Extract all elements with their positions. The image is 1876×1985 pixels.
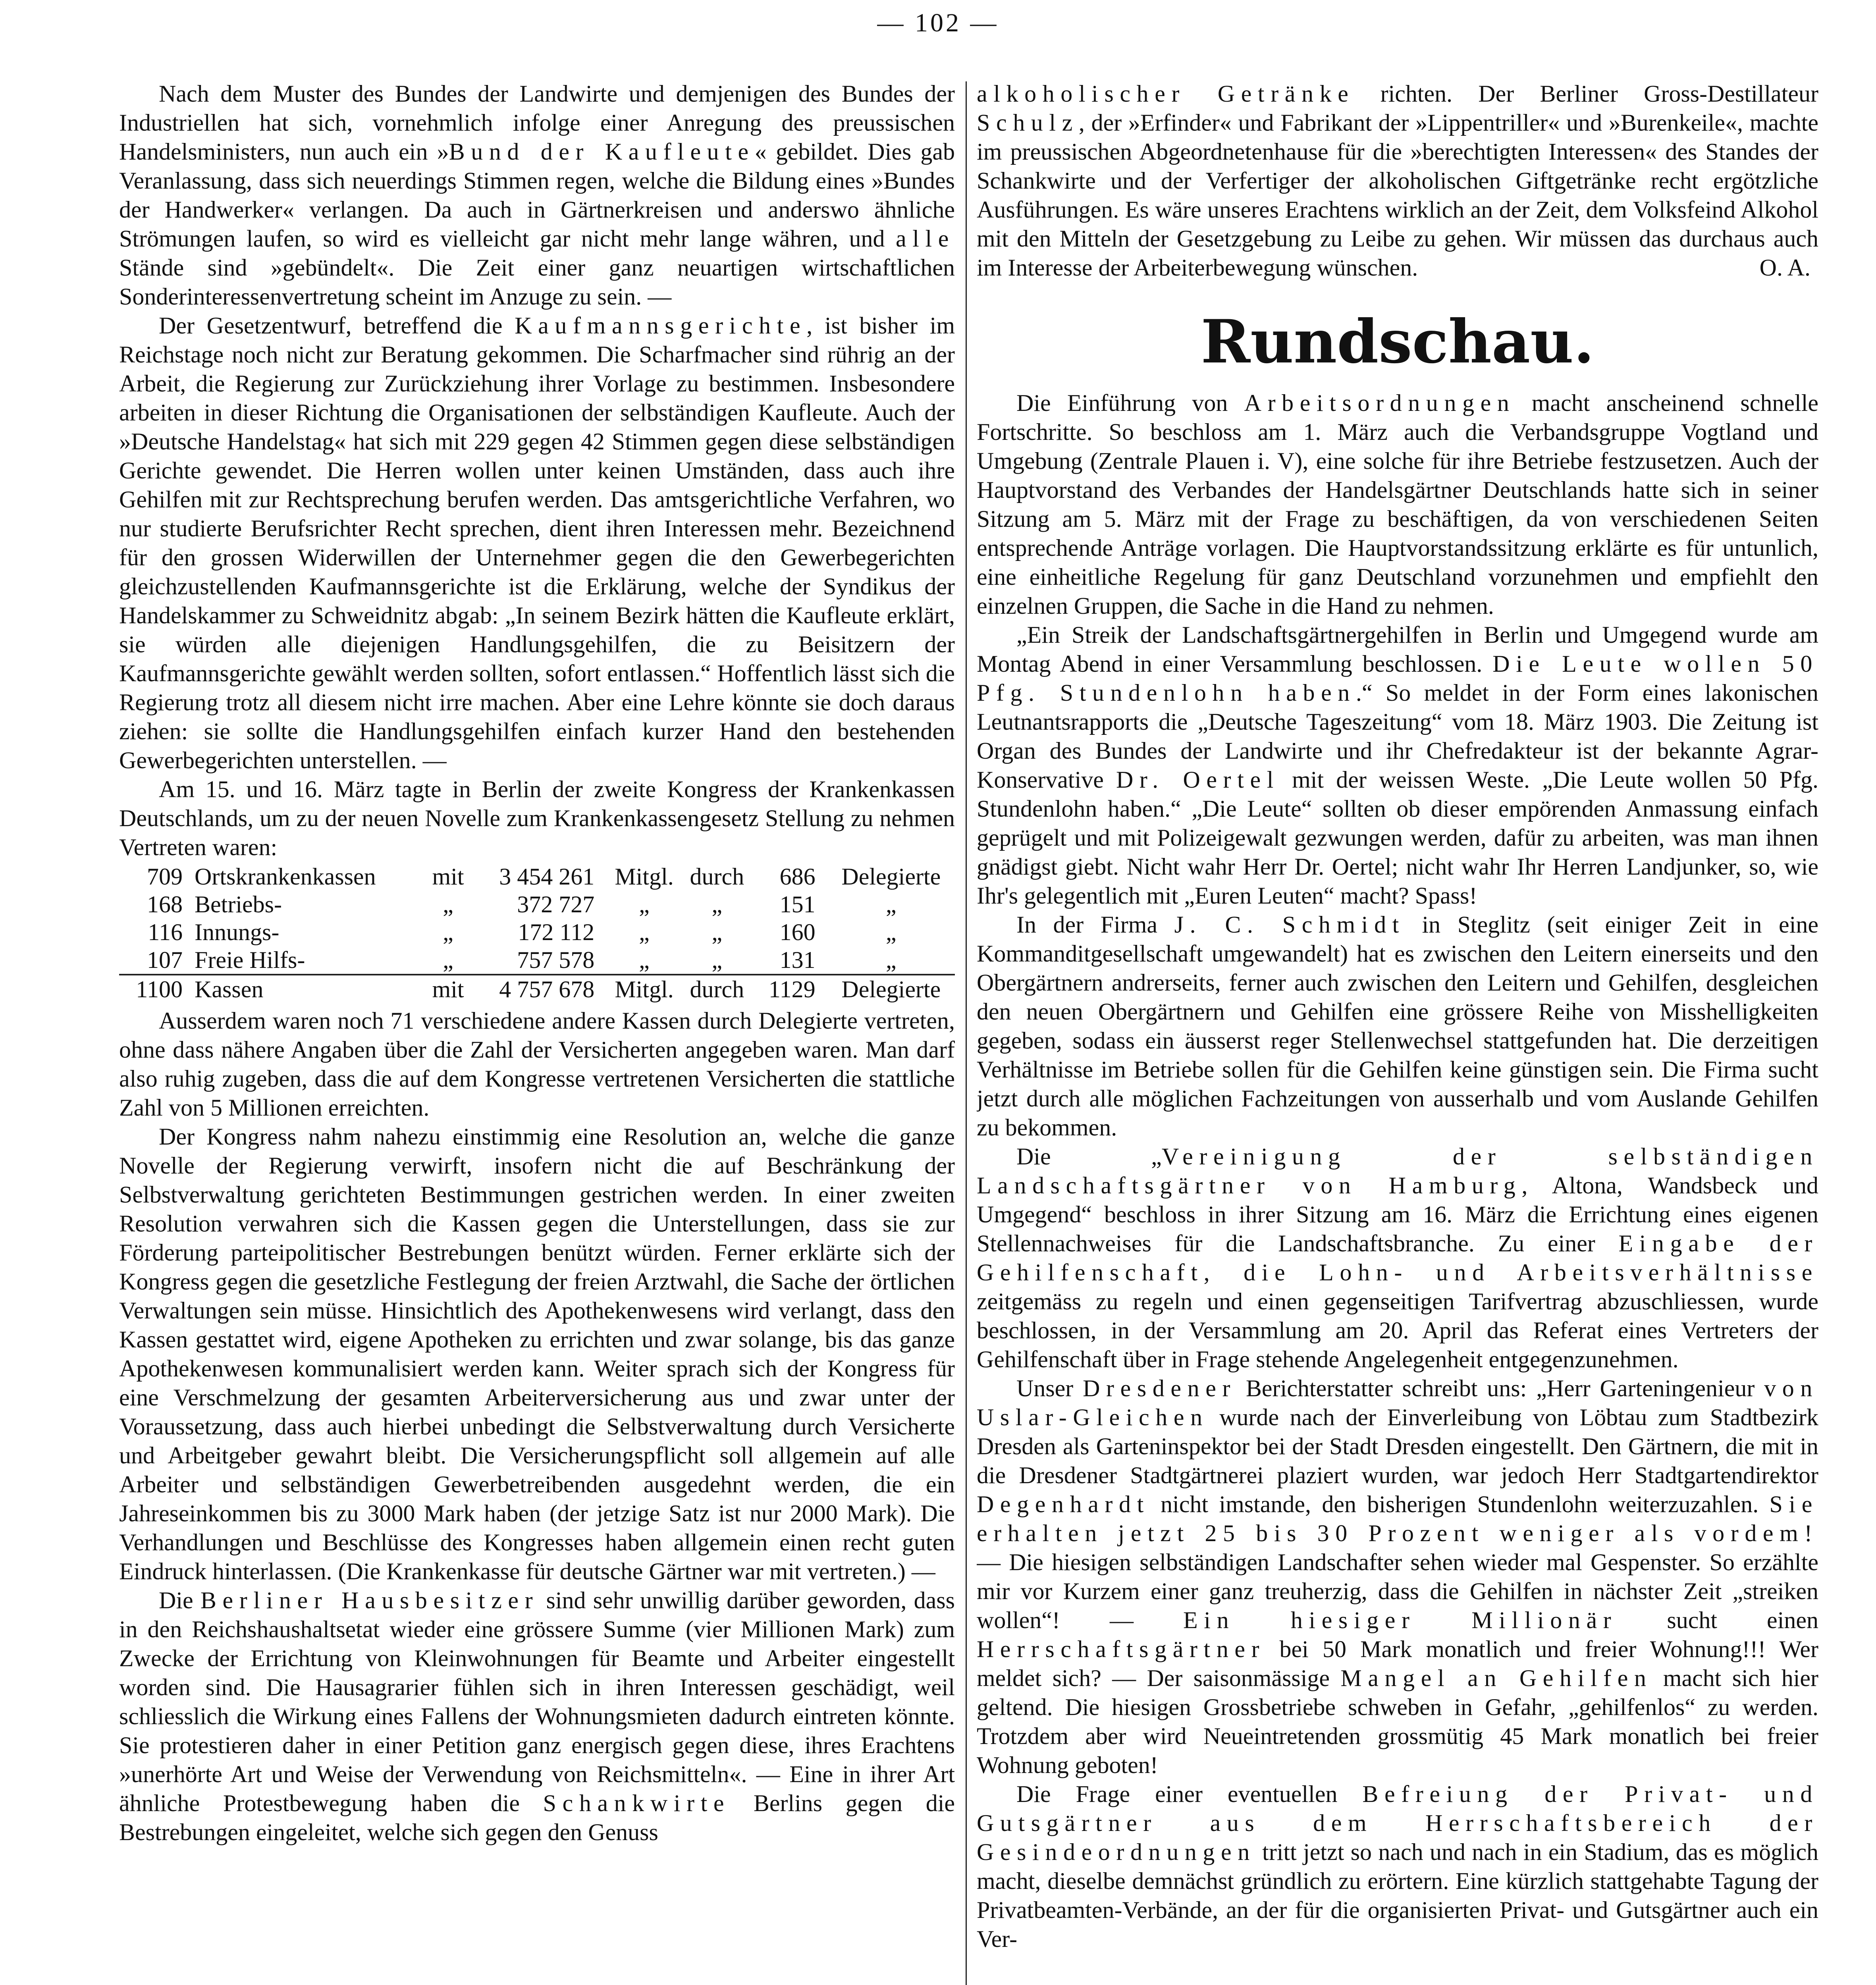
paragraph-streik: „Ein Streik der Landschaftsgärtnergehilfen in Berlin und Umgegend wurde am Montag Abend in einer Versammlung beschlossen. Die Leute wollen 50 Pfg. Stundenlohn haben.“ So meldet in der Form eines lakonischen Leutnantsrapports die „Deutsche Tageszeitung“ vom 18. März 1903. Die Zeitung ist Organ des Bundes der Landwirte und ihr Chefredakteur ist der bekannte Agrar-Konservative Dr. Oertel mit der weissen Weste. „Die Leute wollen 50 Pfg. Stundenlohn haben.“ „Die Leute“ sollten ob dieser empörenden Anmassung einfach geprügelt und mit Polizeigewalt gezwungen werden, dafür zu arbeiten, was man ihnen gnädigst giebt. Nicht wahr Herr Dr. Oertel; nicht wahr Ihr Herren Landjunker, so, wie Ihr's gelegentlich mit „Euren Leuten“ macht? Spass! [977, 622, 1818, 909]
table-cell-members: 172 112 [518, 919, 595, 945]
spaced-term: Ein hiesiger Millionär [1183, 1607, 1618, 1633]
table-cell-deleg: „ [886, 891, 897, 917]
spaced-term: Die Leute wollen 50 Pfg. Stundenlohn haben [977, 651, 1818, 706]
author-signature: O. A. [1759, 254, 1810, 281]
table-total-row [119, 975, 955, 1003]
table-cell-kind: Innungs- [195, 919, 280, 945]
table-cell-count: 709 [147, 863, 183, 890]
table-cell-durch: „ [711, 919, 723, 945]
paragraph-hausbesitzer: Die Berliner Hausbesitzer sind sehr unwillig darüber geworden, dass in den Reichshaushaltsetat wieder eine grössere Summe (vier Millionen Mark) zum Zwecke der Errichtung von Kleinwohnungen für Beamte und Arbeiter eingestellt worden sind. Die Hausagrarier fühlen sich in ihren Interessen geschädigt, weil schliesslich die Wirkung eines Fallens der Wohnungsmieten dadurch eintreten könnte. Sie protestieren daher in einer Petition ganz energisch gegen diese, ihres Erachtens »unerhörte Art und Weise der Verwendung von Reichsmitteln«. — Eine in ihrer Art ähnliche Protestbewegung haben die Schankwirte Berlins gegen die Bestrebungen eingeleitet, welche sich gegen den Genuss [119, 1587, 955, 1845]
table-cell-mit: „ [443, 947, 453, 973]
page-number: — 102 — [877, 8, 999, 37]
paragraph-arbeitsordnungen: Die Einführung von Arbeitsordnungen macht anscheinend schnelle Fortschritte. So beschloss am 1. März auch die Verbandsgruppe Vogtland und Umgebung (Zentrale Plauen i. V), eine solche für ihre Betriebe festzusetzen. Auch der Hauptvorstand des Verbandes der Handelsgärtner Deutschlands hatte sich in seiner Sitzung am 5. März mit der Frage zu beschäftigen, da von verschiedenen Seiten entsprechende Anträge vorlagen. Die Hauptvorstandssitzung erklärte es für untunlich, eine einheitliche Regelung für ganz Deutschland vorzunehmen und empfiehlt den einzelnen Gruppen, die Sache in die Hand zu nehmen. [977, 390, 1818, 619]
spaced-term: Herrschaftsgärtner [977, 1636, 1266, 1662]
table-cell-members: 757 578 [517, 947, 595, 973]
table-cell-delegates: 131 [779, 947, 816, 973]
paragraph-gesindeordnung: Die Frage einer eventuellen Befreiung der Privat- und Gutsgärtner aus dem Herrschaftsbereich der Gesindeordnungen tritt jetzt so nach und nach in ein Stadium, das es möglich macht, dieselbe demnächst gründlich zu erörtern. Eine kürzlich stattgehabte Tagung der Privatbeamten-Verbände, an der für die organisierten Privat- und Gutsgärtner auch ein Ver- [977, 1781, 1818, 1952]
table-row [119, 890, 955, 918]
spaced-term: Vereinigung der selbständigen Landschaftsgärtner von Hamburg [977, 1143, 1818, 1199]
table-cell-kind: Kassen [195, 975, 428, 1003]
table-cell-durch: durch [682, 975, 752, 1003]
table-cell-deleg: „ [886, 919, 897, 945]
table-cell-count: 116 [148, 919, 183, 945]
table-cell-members: 372 727 [517, 891, 595, 917]
spaced-term: Mangel an Gehilfen [1340, 1665, 1652, 1691]
spaced-term: Schankwirte [543, 1790, 731, 1816]
spaced-term: Befreiung der Privat- und Gutsgärtner aus dem Herrschaftsbereich der Gesindeordnungen [977, 1781, 1818, 1865]
table-cell-count: 168 [147, 891, 183, 917]
spaced-term: Dresdener [1083, 1375, 1237, 1401]
table-cell-delegates: 151 [779, 891, 816, 917]
table-row [119, 863, 955, 890]
paragraph-weitere-kassen: Ausserdem waren noch 71 verschiedene andere Kassen durch Delegierte vertreten, ohne dass nähere Angaben über die Zahl der Versicherten angegeben waren. Man darf also ruhig zugeben, dass die auf dem Kongresse vertretenen Versicherten die stattliche Zahl von 5 Millionen erreichten. [119, 1008, 955, 1121]
table-cell-kind: Freie Hilfs- [195, 947, 305, 973]
table-cell-members: 4 757 678 [469, 975, 606, 1003]
table-cell-count: 107 [147, 947, 183, 973]
spaced-term: alkoholischer Getränke [977, 81, 1355, 107]
spaced-term: Bund der Kaufleute [449, 139, 755, 165]
table-row [119, 918, 955, 946]
table-cell-mitgl: „ [639, 891, 650, 917]
table-cell-kind: Betriebs- [195, 891, 282, 917]
table-row [119, 946, 955, 975]
paragraph-resolution: Der Kongress nahm nahezu einstimmig eine Resolution an, welche die ganze Novelle der Regierung verwirft, insofern nicht die auf Beschränkung der Selbstverwaltung gerichteten Bestimmungen gestrichen werden. In einer zweiten Resolution verwahren sich die Kassen gegen die Unterstellungen, dass sie zur Förderung parteipolitischer Bestrebungen benützt würden. Ferner erklärte sich der Kongress gegen die gesetzliche Festlegung der freien Arztwahl, die Sache der örtlichen Verwaltungen sein müsse. Hinsichtlich des Apothekenwesens wird verlangt, dass den Kassen gestattet wird, eigene Apotheken zu errichten und zwar solange, bis das ganze Apothekenwesen kommunalisiert werden kann. Weiter sprach sich der Kongress für eine Verschmelzung der gesamten Arbeiterversicherung aus und zwar unter der Voraussetzung, dass auch hierbei unbedingt die Selbstverwaltung durch Versicherte und Arbeitgeber gewahrt bleibt. Die Versicherungspflicht soll allgemein auf alle Arbeiter und selbständigen Gewerbetreibenden ausgedehnt werden, die ein Jahreseinkommen bis zu 3000 Mark haben (der jetzige Satz ist nur 2000 Mark). Die Verhandlungen und Beschlüsse des Kongresses haben allgemein einen recht guten Eindruck hinterlassen. (Die Krankenkasse für deutsche Gärtner war mit vertreten.) — [119, 1124, 955, 1584]
table-cell-durch: „ [711, 891, 723, 917]
table-cell-deleg: Delegierte [827, 975, 955, 1003]
table-cell-deleg: „ [886, 947, 897, 973]
spaced-term: Kaufmannsgerichte [515, 312, 807, 339]
spaced-term: Dr. Oertel [1116, 767, 1280, 793]
table-cell-mit: „ [443, 919, 453, 945]
table-cell-mitgl: „ [639, 947, 650, 973]
spaced-term: Berliner Hausbesitzer [200, 1587, 539, 1613]
table-cell-delegates: 1129 [752, 975, 827, 1003]
table-cell-mit: „ [443, 891, 453, 917]
spaced-term: von Uslar-Gleichen [977, 1375, 1818, 1430]
table-cell-kind: Ortskrankenkassen [195, 863, 376, 890]
spaced-term: Schulz [977, 110, 1079, 136]
table-cell-mitgl: Mitgl. [615, 863, 674, 890]
section-heading-rundschau: Rundschau. [1201, 307, 1595, 377]
table-cell-mitgl: Mitgl. [606, 975, 682, 1003]
paragraph-alkohol-continued: alkoholischer Getränke richten. Der Berliner Gross-Destillateur Schulz, der »Erfinder« und Fabrikant der »Lippentriller« und »Burenkeile«, machte im preussischen Abgeordnetenhause für die »berechtigten Interessen« des Standes der Schankwirte und der Verfertiger der alkoholischen Giftgetränke recht ergötzliche Ausführungen. Es wäre unseres Erachtens wirklich an der Zeit, dem Volksfeind Alkohol mit den Mitteln der Gesetzgebung zu Leibe zu gehen. Wir müssen das durchaus auch im Interesse der Arbeiterbewegung wünschen. O. A. [977, 79, 1818, 282]
paragraph-vereinigung-hamburg: Die „Vereinigung der selbständigen Landschaftsgärtner von Hamburg, Altona, Wandsbeck und Umgegend“ beschloss in ihrer Sitzung am 16. März die Errichtung eines eigenen Stellennachweises für die Landschaftsbranche. Zu einer Eingabe der Gehilfenschaft, die Lohn- und Arbeitsverhältnisse zeitgemäss zu regeln und einen gegenseitigen Tarifvertrag abzuschliessen, wurde beschlossen, in der Versammlung am 20. April das Referat eines Vertreters der Gehilfenschaft über in Frage stehende Angelegenheit entgegenzunehmen. [977, 1143, 1818, 1372]
paragraph-kaufmannsgerichte: Der Gesetzentwurf, betreffend die Kaufmannsgerichte, ist bisher im Reichstage noch nicht zur Beratung gekommen. Die Scharfmacher sind rührig an der Arbeit, die Regierung zur Zurückziehung ihrer Vorlage zu bestimmen. Insbesondere arbeiten in dieser Richtung die Organisationen der selbständigen Kaufleute. Auch der »Deutsche Handelstag« hat sich mit 229 gegen 42 Stimmen gegen diese selbständigen Gerichte gewendet. Die Herren wollen unter keinen Umständen, dass auch ihre Gehilfen mit zur Rechtsprechung berufen werden. Das amtsgerichtliche Verfahren, wo nur studierte Berufsrichter Recht sprechen, dient ihren Interessen mehr. Bezeichnend für den grossen Widerwillen der Unternehmer gegen die den Gewerbegerichten gleichzustellenden Kaufmannsgerichte ist die Erklärung, welche der Syndikus der Handelskammer zu Schweidnitz abgab: „In seinem Bezirk hätten die Kaufleute erklärt, sie würden alle diejenigen Handlungsgehilfen, die zu Beisitzern der Kaufmannsgerichte gewählt werden sollten, sofort entlassen.“ Hoffentlich lässt sich die Regierung trotz all diesem nicht irre machen. Aber eine Lehre könnte sie doch daraus ziehen: sie sollte die Handlungsgehilfen einfach kurzer Hand den bestehenden Gewerbegerichten unterstellen. — [119, 312, 955, 773]
table-cell-durch: durch [690, 863, 744, 890]
spaced-term: Arbeitsordnungen [1244, 390, 1515, 416]
paragraph-dresden: Unser Dresdener Berichterstatter schreibt uns: „Herr Garteningenieur von Uslar-Gleichen wurde nach der Einverleibung von Löbtau zum Stadtbezirk Dresden als Garteninspektor bei der Stadt Dresden eingestellt. Den Gärtnern, die mit in die Dresdener Stadtgärtnerei plaziert wurden, war jedoch Herr Stadtgartendirektor Degenhardt nicht imstande, den bisherigen Stundenlohn weiterzuzahlen. Sie erhalten jetzt 25 bis 30 Prozent weniger als vordem! — Die hiesigen selbständigen Landschafter sehen wieder mal Gespenster. So erzählte mir vor Kurzem einer ganz treuherzig, dass die Gehilfen in nächster Zeit „streiken wollen“! — Ein hiesiger Millionär sucht einen Herrschaftsgärtner bei 50 Mark monatlich und freier Wohnung!!! Wer meldet sich? — Der saisonmässige Mangel an Gehilfen macht sich hier geltend. Die hiesigen Grossbetriebe schweben in Gefahr, „gehilfenlos“ zu werden. Trotzdem aber wird Neueintretenden grossmütig 45 Mark monatlich bei freier Wohnung geboten! [977, 1375, 1818, 1778]
table-cell-count: 1100 [119, 975, 195, 1003]
left-column [119, 79, 955, 1985]
spaced-term: Degenhardt [977, 1491, 1150, 1517]
spaced-term: Sie erhalten jetzt 25 bis 30 Prozent weniger als vordem! [977, 1491, 1818, 1546]
spaced-term: J. C. Schmidt [1174, 912, 1405, 938]
table-cell-delegates: 160 [779, 919, 816, 945]
paragraph-schmidt-steglitz: In der Firma J. C. Schmidt in Steglitz (seit einiger Zeit in eine Kommanditgesellschaft umgewandelt) hat es zwischen den Leitern einerseits und den Obergärtnern andrerseits, ferner auch zwischen den Leitern und Gehilfen, desgleichen den neuen Obergärtnern und Gehilfen eine grössere Reihe von Misshelligkeiten gegeben, sodass ein äusserst reger Stellenwechsel stattgefunden hat. Die derzeitigen Verhältnisse im Betriebe sollen für die Gehilfen keine günstigen sein. Die Firma sucht jetzt durch alle möglichen Fachzeitungen von ausserhalb und vom Auslande Gehilfen zu bekommen. [977, 912, 1818, 1141]
krankenkassen-table [119, 863, 955, 1003]
table-cell-deleg: Delegierte [841, 863, 941, 890]
right-column [977, 79, 1818, 1985]
spaced-term: alle [895, 225, 955, 252]
column-divider [966, 81, 967, 1985]
table-cell-mit: mit [432, 863, 464, 890]
paragraph-bund-der-kaufleute: Nach dem Muster des Bundes der Landwirte und demjenigen des Bundes der Industriellen hat sich, vornehmlich infolge einer Anregung des preussischen Handelsministers, nun auch ein »Bund der Kaufleute« gebildet. Dies gab Veranlassung, dass sich neuerdings Stimmen regen, welche die Bildung eines »Bundes der Handwerker« verlangen. Da auch in Gärtnerkreisen und anderswo ähnliche Strömungen laufen, so wird es vielleicht gar nicht mehr lange währen, und alle Stände sind »gebündelt«. Die Zeit einer ganz neuartigen wirtschaftlichen Sonderinteressenvertretung scheint im Anzuge zu sein. — [119, 81, 955, 310]
table-cell-delegates: 686 [779, 863, 816, 890]
table-cell-durch: „ [711, 947, 723, 973]
paragraph-krankenkassen-kongress: Am 15. und 16. März tagte in Berlin der zweite Kongress der Krankenkassen Deutschlands, um zu der neuen Novelle zum Krankenkassengesetz Stellung zu nehmen Vertreten waren: [119, 776, 955, 860]
spaced-term: Eingabe der Gehilfenschaft, die Lohn- und Arbeitsverhältnisse [977, 1230, 1818, 1285]
table-cell-members: 3 454 261 [499, 863, 595, 890]
table-cell-mit: mit [428, 975, 469, 1003]
table-cell-mitgl: „ [639, 919, 650, 945]
